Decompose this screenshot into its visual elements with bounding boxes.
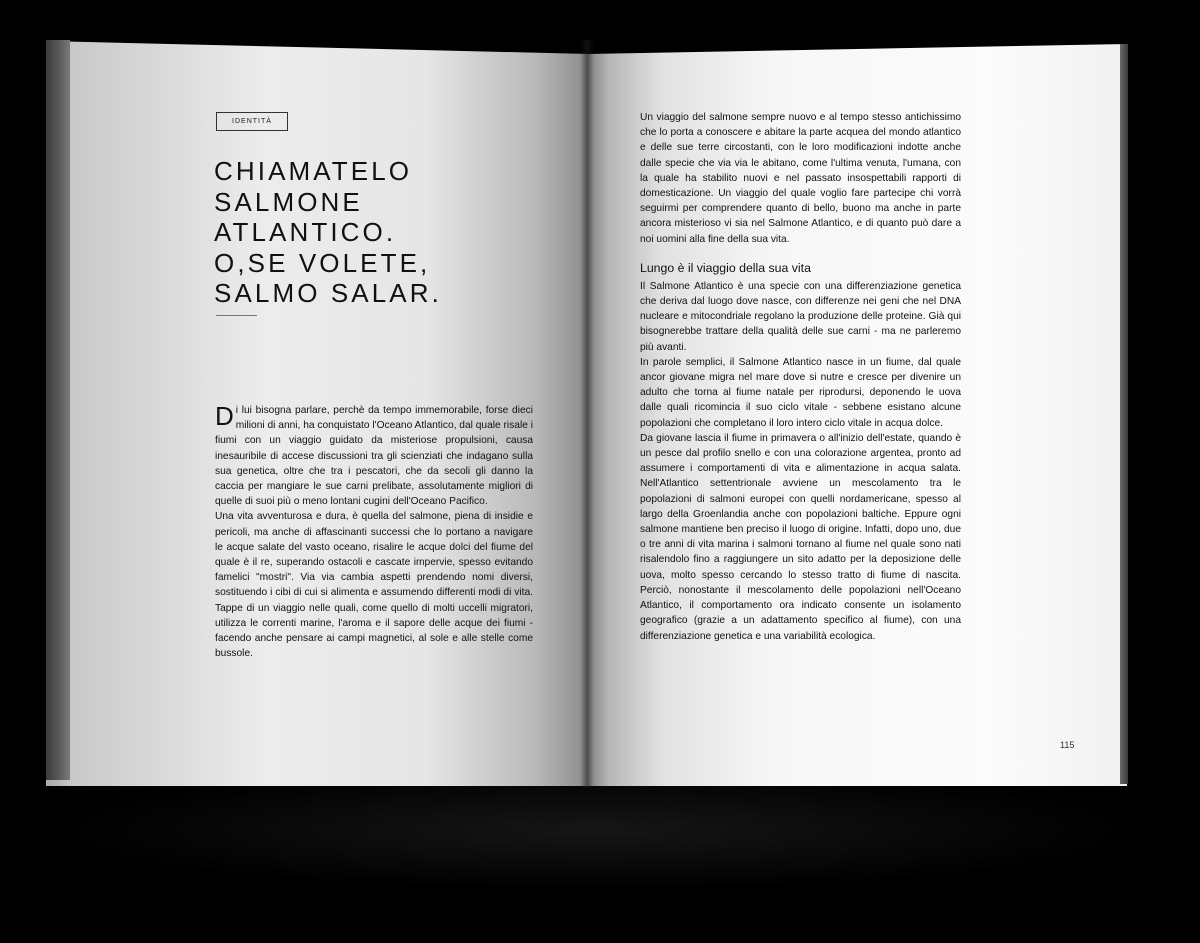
title-line: SALMONE (214, 186, 363, 217)
drop-cap: D (215, 401, 234, 431)
section-tag: IDENTITÀ (216, 112, 288, 131)
title-line: O,SE VOLETE, (214, 247, 431, 278)
right-cover-edge (1120, 44, 1128, 784)
left-cover-edge (46, 40, 70, 780)
paragraph: Una vita avventurosa e dura, è quella del salmone, piena di insidie e pericoli, ma anche di affascinanti successi che lo portano a navigare le acque salate del vasto oceano, risalire le acque dolci del fiume del quale è il re, superando ostacoli e cascate impervie, spesso evitando famelici "mostri". Via via cambia aspetti prendendo nomi diversi, sostituendo i cibi di cui si alimenta e assumendo differenti modi di vita. Tappe di un viaggio nelle quali, come quello di molti uccelli migratori, utilizza le correnti marine, l'aroma e il sapore delle acque dei fiumi - facendo anche pensare ai campi magnetici, al sole e alle stelle come bussole. (215, 511, 533, 660)
right-body-text (640, 110, 961, 644)
title-line: ATLANTICO. (214, 217, 397, 247)
page-number: 115 (1060, 740, 1075, 750)
book-shadow (40, 770, 1150, 890)
paragraph: In parole semplici, il Salmone Atlantico nasce in un fiume, dal quale ancor giovane migra nel mare dove si nutre e cresce per divenire un adulto che torna al fiume natale per riprodursi, deponendo le uova dalle quali ricomincia il suo ciclo vitale - sebbene esistano alcune popolazioni che completano il loro intero ciclo vitale in acqua dolce. (640, 356, 961, 429)
paragraph-text: i lui bisogna parlare, perchè da tempo immemorabile, forse dieci milioni di anni, ha conquistato l'Oceano Atlantico, dal quale risale i fiumi con un viaggio guidato da misteriose propulsioni, causa inesauribile di accese discussioni tra gli scienziati che indagano sulla sua genetica, oltre che tra i pescatori, che da secoli gli danno la caccia per mangiare le sue carni prelibate, assolutamente migliori di quelle di suoi più o meno lontani cugini dell'Oceano Pacifico. (215, 405, 533, 508)
chapter-title (214, 156, 534, 309)
book-gutter (580, 40, 594, 788)
title-line: SALMO SALAR. (214, 278, 442, 308)
section-subheading: Lungo è il viaggio della sua vita (640, 260, 811, 275)
title-line: CHIAMATELO (214, 156, 413, 186)
intro-paragraph: Un viaggio del salmone sempre nuovo e al tempo stesso antichissimo che lo porta a conoscere e abitare la parte acquea del mondo atlantico e delle sue terre circostanti, con le loro modificazioni indotte anche dalle specie che via via le abitano, come l'ultima venuta, l'umana, con la quale ha stabilito nuovi e nel passato insospettabili rapporti di domesticazione. Un viaggio del quale voglio fare partecipe chi vorrà seguirmi per comprendere quanto di bello, buono ma anche in parte ancora misterioso vi sia nel Salmone Atlantico, e di quanto può dare a noi uomini alla fine della sua vita. (640, 112, 961, 245)
left-body-text (215, 403, 533, 661)
paragraph (215, 403, 533, 509)
title-divider (216, 315, 257, 316)
paragraph: Da giovane lascia il fiume in primavera o all'inizio dell'estate, quando è un pesce dal profilo snello e con una colorazione argentea, pronto ad assumere i comportamenti di vita e alimentazione in acqua salata. Nell'Atlantico settentrionale avviene un mescolamento tra le popolazioni di salmoni europei con quelli nordamericane, spesso al largo della Groenlandia anche con popolazioni baltiche. Eppure ogni salmone mantiene ben preciso il luogo di origine. Infatti, dopo uno, due o tre anni di vita marina i salmoni tornano al fiume nel quale sono nati risalendolo fino a raggiungere un sito adatto per la deposizione delle uova, molto spesso cercando lo stesso tratto di fiume di nascita. Perciò, nonostante il mescolamento delle popolazioni nell'Oceano Atlantico, il comportamento ora indicato consente un isolamento geografico (grazie a un adattamento specifico al fiume), con una differenziazione genetica e una variabilità ecologica. (640, 432, 961, 642)
paragraph: Il Salmone Atlantico è una specie con una differenziazione genetica che deriva dal luogo dove nasce, con differenze nei geni che nel DNA nucleare e mitocondriale regolano la produzione delle proteine. Già qui bisognerebbe trattare della qualità delle sue carni - ma ne parleremo più avanti. (640, 280, 961, 353)
